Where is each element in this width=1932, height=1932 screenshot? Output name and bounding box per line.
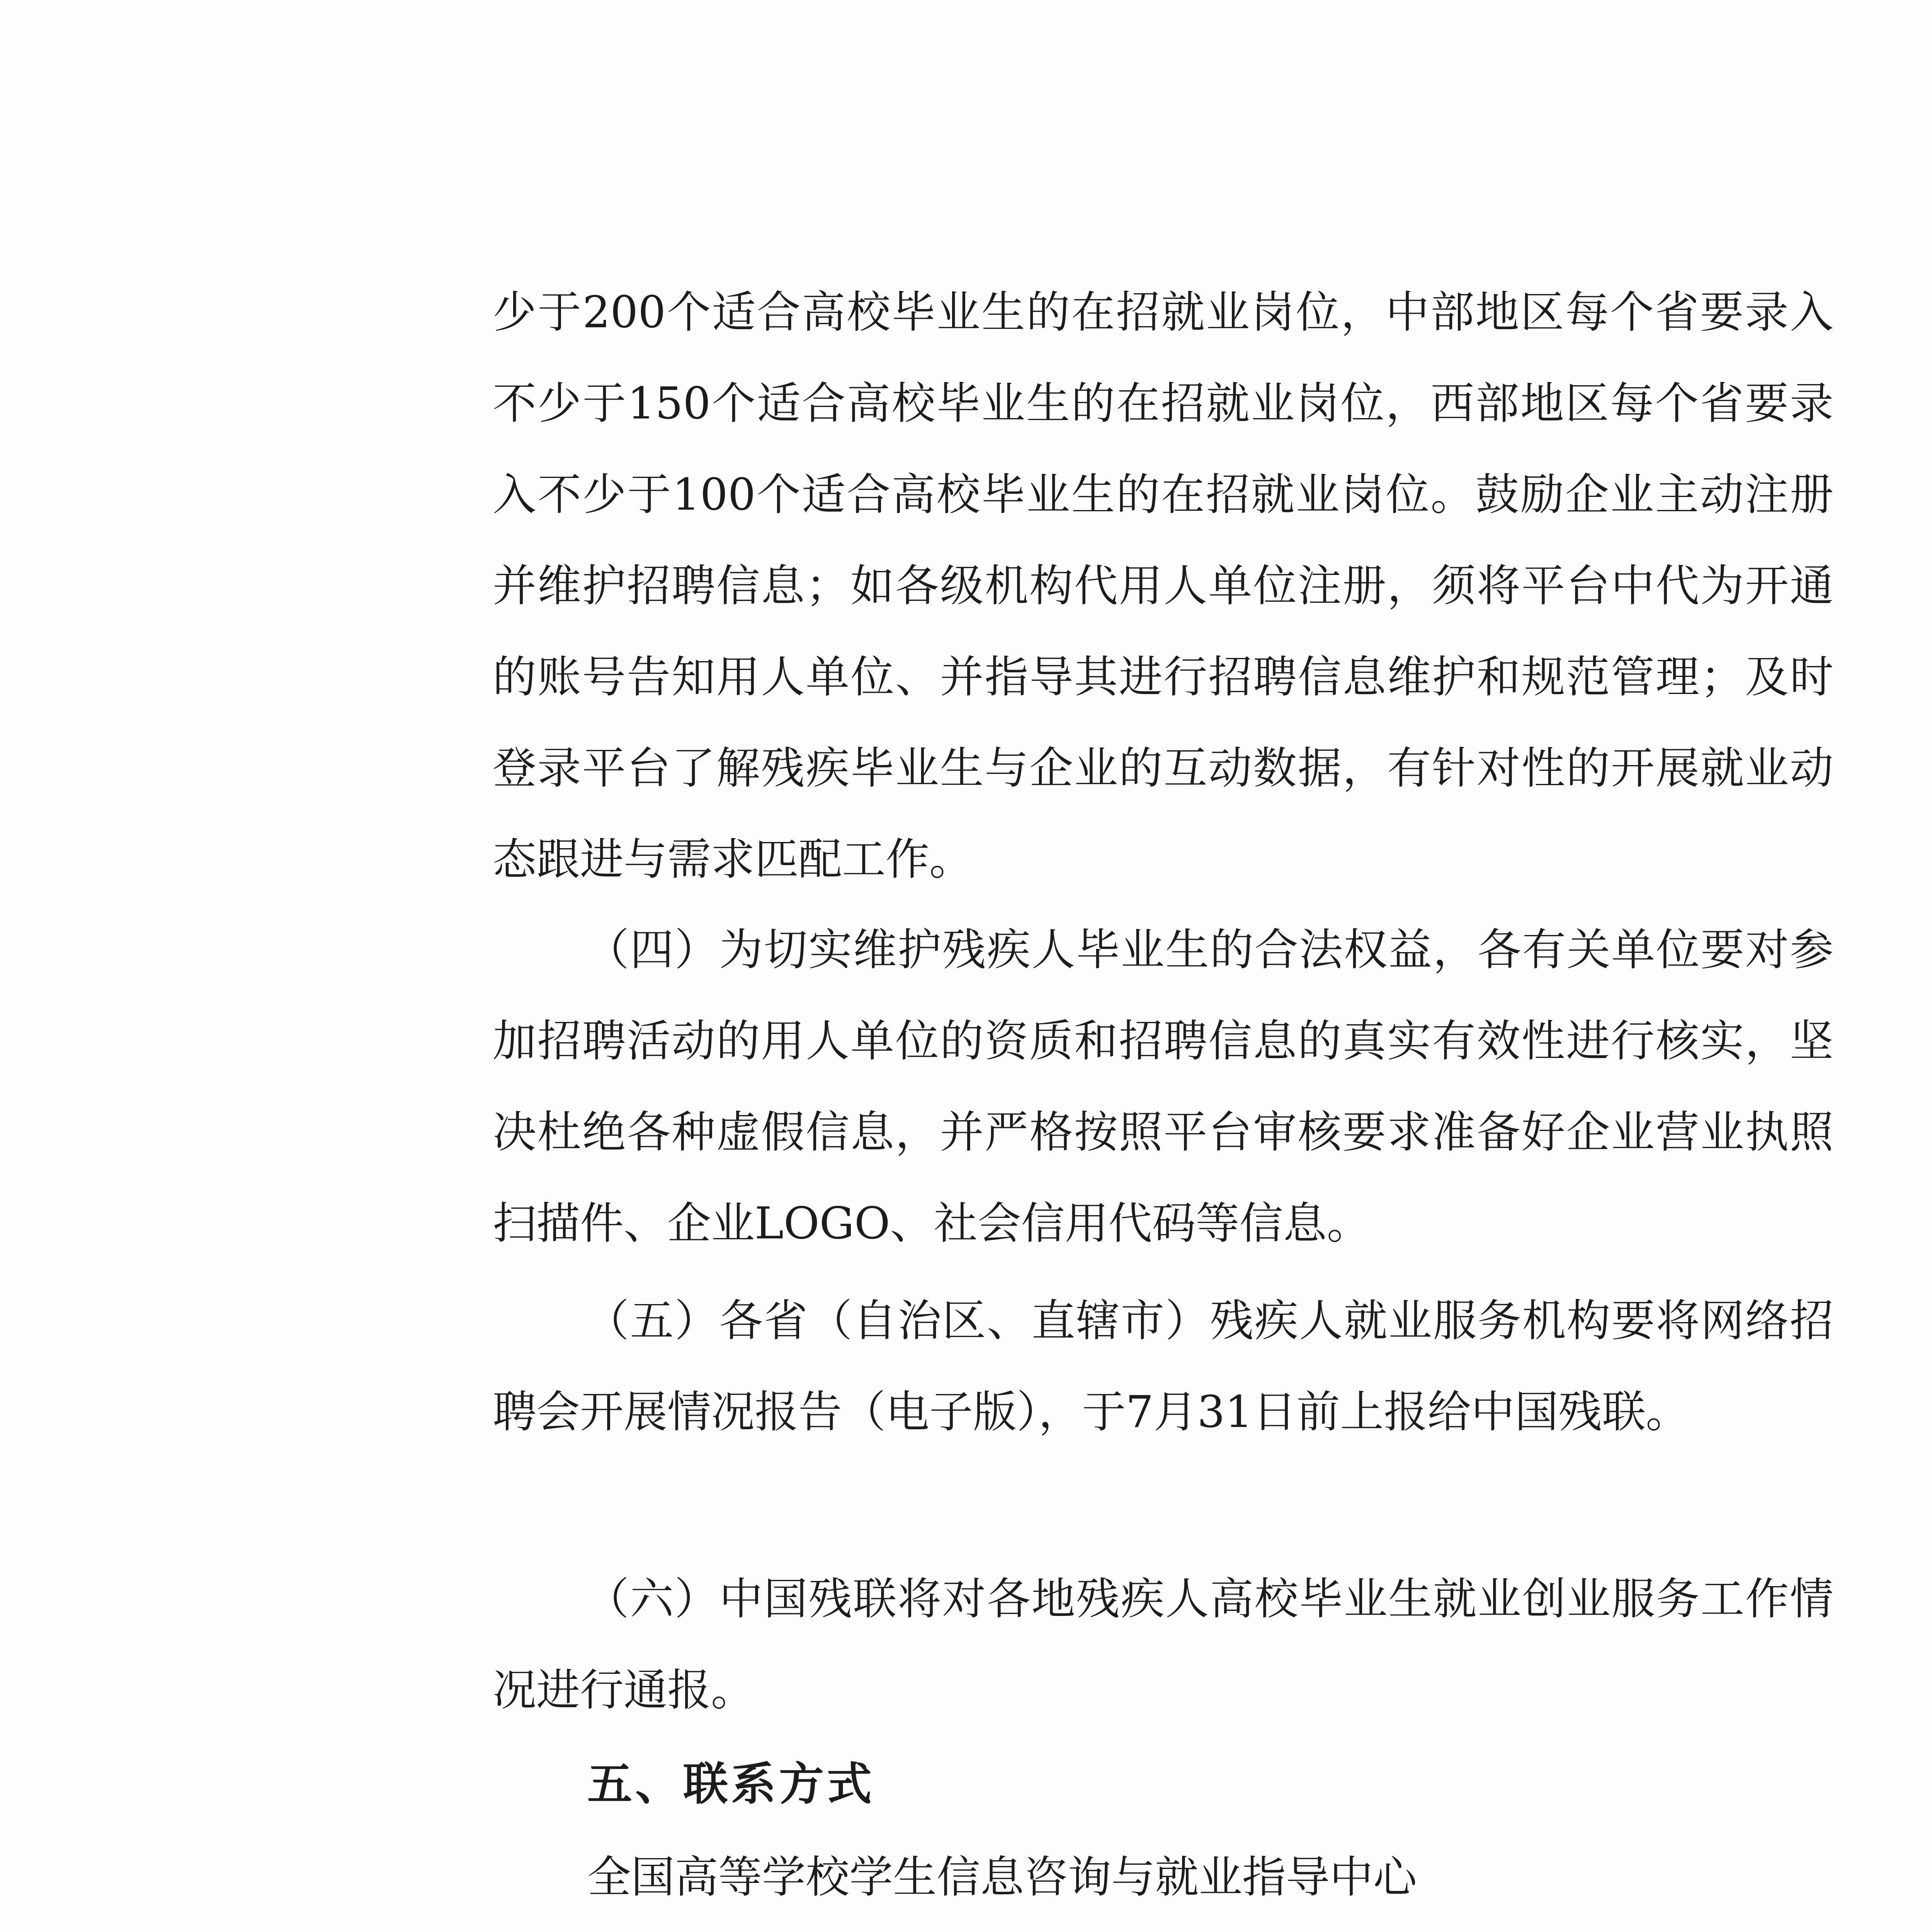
paragraph-item-five: （五）各省（自治区、直辖市）残疾人就业服务机构要将网络招聘会开展情况报告（电子版），于7月31日前上报给中国残联。: [493, 1295, 1833, 1437]
contact-person-1: [587, 1922, 863, 1932]
contact-org-1: 全国高等学校学生信息咨询与就业指导中心: [587, 1852, 1417, 1903]
paragraph-item-six: （六）中国残联将对各地残疾人高校毕业生就业创业服务工作情况进行通报。: [493, 1573, 1833, 1716]
paragraph-item-four: （四）为切实维护残疾人毕业生的合法权益，各有关单位要对参加招聘活动的用人单位的资质和招聘信息的真实有效性进行核实，坚决杜绝各种虚假信息，并严格按照平台审核要求准备好企业营业执照扫描件、企业LOGO、社会信用代码等信息。: [493, 924, 1833, 1249]
section-heading-contact: 五、联系方式: [587, 1758, 875, 1810]
paragraph-job-postings: 少于200个适合高校毕业生的在招就业岗位，中部地区每个省要录入不少于150个适合高校毕业生的在招就业岗位，西部地区每个省要录入不少于100个适合高校毕业生的在招就业岗位。鼓励企业主动注册并维护招聘信息；如各级机构代用人单位注册，须将平台中代为开通的账号告知用人单位、并指导其进行招聘信息维护和规范管理；及时登录平台了解残疾毕业生与企业的互动数据，有针对性的开展就业动态跟进与需求匹配工作。: [493, 287, 1833, 885]
